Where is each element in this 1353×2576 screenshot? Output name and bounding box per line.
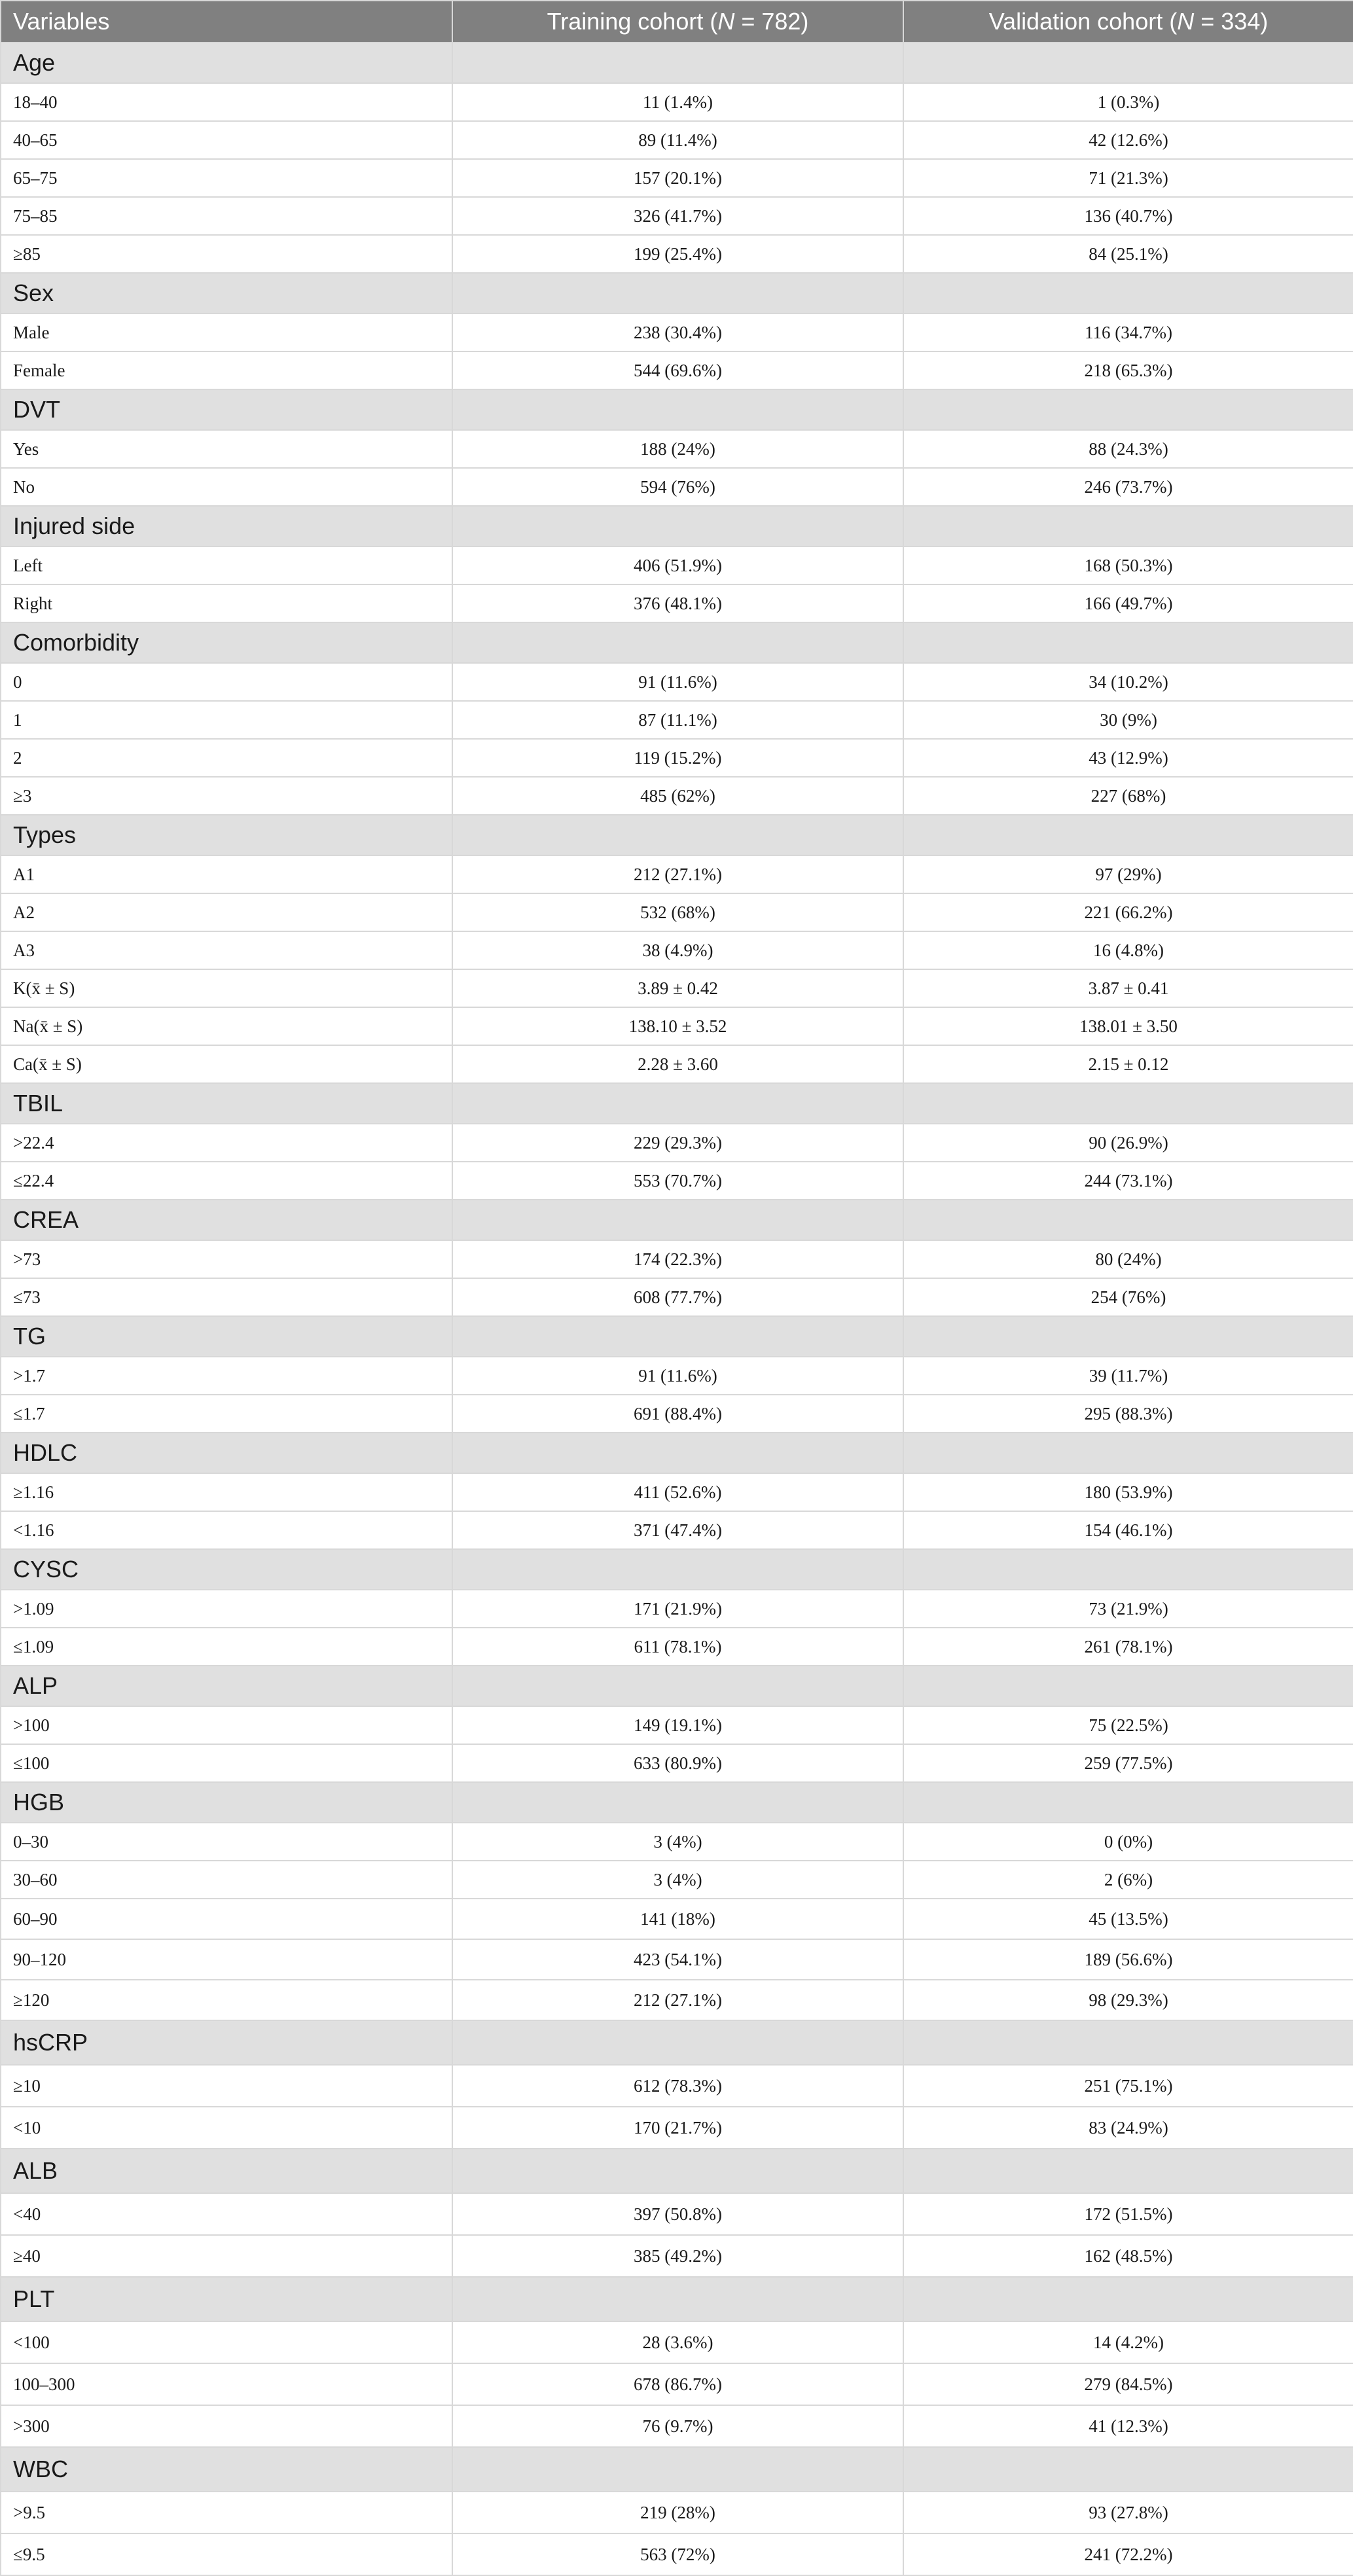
- section-label: hsCRP: [1, 2020, 452, 2065]
- variable-cell: ≤9.5: [1, 2533, 452, 2575]
- variable-cell: >73: [1, 1240, 452, 1278]
- validation-cell: 97 (29%): [903, 855, 1353, 893]
- section-row-cysc: [1, 1549, 1353, 1590]
- variable-cell: <100: [1, 2321, 452, 2363]
- validation-cell: 39 (11.7%): [903, 1357, 1353, 1395]
- table-row: [1, 893, 1353, 931]
- validation-cell: 154 (46.1%): [903, 1511, 1353, 1549]
- table-row: [1, 546, 1353, 584]
- training-cell: 423 (54.1%): [452, 1939, 903, 1980]
- training-cell: 532 (68%): [452, 893, 903, 931]
- variable-cell: ≤100: [1, 1744, 452, 1782]
- validation-cell: 42 (12.6%): [903, 121, 1353, 159]
- section-row-injured-side: [1, 506, 1353, 546]
- validation-cell: 241 (72.2%): [903, 2533, 1353, 2575]
- table-row: [1, 235, 1353, 273]
- variable-cell: >1.09: [1, 1590, 452, 1628]
- table-row: [1, 1590, 1353, 1628]
- validation-cell: 246 (73.7%): [903, 468, 1353, 506]
- validation-cell: 88 (24.3%): [903, 430, 1353, 468]
- variable-cell: No: [1, 468, 452, 506]
- validation-cell: 83 (24.9%): [903, 2107, 1353, 2149]
- training-cell: 3.89 ± 0.42: [452, 969, 903, 1007]
- table-row: [1, 1628, 1353, 1666]
- validation-cell: 93 (27.8%): [903, 2492, 1353, 2533]
- training-cell: 199 (25.4%): [452, 235, 903, 273]
- variable-cell: >300: [1, 2405, 452, 2447]
- validation-cell: 84 (25.1%): [903, 235, 1353, 273]
- training-cell: 170 (21.7%): [452, 2107, 903, 2149]
- variable-cell: ≤1.7: [1, 1395, 452, 1433]
- training-cell: 371 (47.4%): [452, 1511, 903, 1549]
- variable-cell: <1.16: [1, 1511, 452, 1549]
- validation-cell: 73 (21.9%): [903, 1590, 1353, 1628]
- training-cell: 141 (18%): [452, 1899, 903, 1939]
- variable-cell: <10: [1, 2107, 452, 2149]
- table-row: [1, 777, 1353, 815]
- training-cell: 174 (22.3%): [452, 1240, 903, 1278]
- header-row: [1, 1, 1353, 43]
- training-cell: 553 (70.7%): [452, 1162, 903, 1200]
- table-row: [1, 1124, 1353, 1162]
- section-label: PLT: [1, 2277, 452, 2321]
- training-cell: 633 (80.9%): [452, 1744, 903, 1782]
- header-validation-cohort: Validation cohort (N = 334): [903, 1, 1353, 43]
- variable-cell: 90–120: [1, 1939, 452, 1980]
- table-row: [1, 701, 1353, 739]
- variable-cell: >100: [1, 1706, 452, 1744]
- validation-cell: 227 (68%): [903, 777, 1353, 815]
- variable-cell: >9.5: [1, 2492, 452, 2533]
- training-cell: 411 (52.6%): [452, 1473, 903, 1511]
- section-label: Types: [1, 815, 452, 855]
- table-row: [1, 351, 1353, 389]
- table-row: [1, 855, 1353, 893]
- training-cell: 2.28 ± 3.60: [452, 1045, 903, 1083]
- section-row-hscrp: [1, 2020, 1353, 2065]
- variable-cell: A1: [1, 855, 452, 893]
- variable-cell: Na(x̄ ± S): [1, 1007, 452, 1045]
- validation-cell: 1 (0.3%): [903, 83, 1353, 121]
- section-row-comorbidity: [1, 622, 1353, 663]
- section-label: Sex: [1, 273, 452, 313]
- section-row-tg: [1, 1316, 1353, 1357]
- training-cell: 612 (78.3%): [452, 2065, 903, 2107]
- table-row: [1, 969, 1353, 1007]
- variable-cell: ≥1.16: [1, 1473, 452, 1511]
- validation-cell: 80 (24%): [903, 1240, 1353, 1278]
- validation-cell: 218 (65.3%): [903, 351, 1353, 389]
- variable-cell: Left: [1, 546, 452, 584]
- header-training-cohort: Training cohort (N = 782): [452, 1, 903, 43]
- validation-cell: 189 (56.6%): [903, 1939, 1353, 1980]
- variable-cell: ≤73: [1, 1278, 452, 1316]
- section-label: HDLC: [1, 1433, 452, 1473]
- section-label: WBC: [1, 2447, 452, 2492]
- table-row: [1, 2405, 1353, 2447]
- validation-cell: 98 (29.3%): [903, 1980, 1353, 2020]
- variable-cell: 75–85: [1, 197, 452, 235]
- section-row-hdlc: [1, 1433, 1353, 1473]
- section-row-alb: [1, 2149, 1353, 2193]
- validation-cell: 2.15 ± 0.12: [903, 1045, 1353, 1083]
- training-cell: 171 (21.9%): [452, 1590, 903, 1628]
- table-row: [1, 1744, 1353, 1782]
- variable-cell: A3: [1, 931, 452, 969]
- training-cell: 385 (49.2%): [452, 2235, 903, 2277]
- training-cell: 212 (27.1%): [452, 1980, 903, 2020]
- table-row: [1, 1395, 1353, 1433]
- section-label: Age: [1, 43, 452, 83]
- section-row-alp: [1, 1666, 1353, 1706]
- variable-cell: Yes: [1, 430, 452, 468]
- variable-cell: ≥10: [1, 2065, 452, 2107]
- variable-cell: 18–40: [1, 83, 452, 121]
- variable-cell: ≥120: [1, 1980, 452, 2020]
- table-row: [1, 1162, 1353, 1200]
- table-row: [1, 1980, 1353, 2020]
- training-cell: 3 (4%): [452, 1861, 903, 1899]
- table-row: [1, 931, 1353, 969]
- table-row: [1, 1278, 1353, 1316]
- section-row-age: [1, 43, 1353, 83]
- training-cell: 485 (62%): [452, 777, 903, 815]
- validation-cell: 43 (12.9%): [903, 739, 1353, 777]
- validation-cell: 14 (4.2%): [903, 2321, 1353, 2363]
- table-row: [1, 197, 1353, 235]
- section-row-sex: [1, 273, 1353, 313]
- table-row: [1, 739, 1353, 777]
- validation-cell: 261 (78.1%): [903, 1628, 1353, 1666]
- validation-cell: 116 (34.7%): [903, 313, 1353, 351]
- training-cell: 608 (77.7%): [452, 1278, 903, 1316]
- section-label: ALB: [1, 2149, 452, 2193]
- table-row: [1, 663, 1353, 701]
- variable-cell: ≥40: [1, 2235, 452, 2277]
- training-cell: 138.10 ± 3.52: [452, 1007, 903, 1045]
- validation-cell: 172 (51.5%): [903, 2193, 1353, 2235]
- training-cell: 157 (20.1%): [452, 159, 903, 197]
- table-row: [1, 121, 1353, 159]
- training-cell: 376 (48.1%): [452, 584, 903, 622]
- validation-cell: 259 (77.5%): [903, 1744, 1353, 1782]
- table-row: [1, 1823, 1353, 1861]
- table-row: [1, 2065, 1353, 2107]
- variable-cell: 65–75: [1, 159, 452, 197]
- validation-cell: 254 (76%): [903, 1278, 1353, 1316]
- table-row: [1, 468, 1353, 506]
- training-cell: 326 (41.7%): [452, 197, 903, 235]
- training-cell: 397 (50.8%): [452, 2193, 903, 2235]
- section-row-types: [1, 815, 1353, 855]
- variable-cell: K(x̄ ± S): [1, 969, 452, 1007]
- training-cell: 212 (27.1%): [452, 855, 903, 893]
- training-cell: 119 (15.2%): [452, 739, 903, 777]
- variable-cell: 0–30: [1, 1823, 452, 1861]
- section-label: Injured side: [1, 506, 452, 546]
- training-cell: 238 (30.4%): [452, 313, 903, 351]
- section-row-hgb: [1, 1782, 1353, 1823]
- validation-cell: 34 (10.2%): [903, 663, 1353, 701]
- table-row: [1, 83, 1353, 121]
- variable-cell: 1: [1, 701, 452, 739]
- training-cell: 611 (78.1%): [452, 1628, 903, 1666]
- section-label: TG: [1, 1316, 452, 1357]
- training-cell: 87 (11.1%): [452, 701, 903, 739]
- validation-cell: 162 (48.5%): [903, 2235, 1353, 2277]
- training-cell: 188 (24%): [452, 430, 903, 468]
- training-cell: 594 (76%): [452, 468, 903, 506]
- table-row: [1, 1511, 1353, 1549]
- table-row: [1, 1473, 1353, 1511]
- table-row: [1, 1706, 1353, 1744]
- variable-cell: ≤1.09: [1, 1628, 452, 1666]
- training-cell: 691 (88.4%): [452, 1395, 903, 1433]
- table-row: [1, 1357, 1353, 1395]
- section-label: ALP: [1, 1666, 452, 1706]
- variable-cell: 40–65: [1, 121, 452, 159]
- validation-cell: 180 (53.9%): [903, 1473, 1353, 1511]
- section-row-tbil: [1, 1083, 1353, 1124]
- validation-cell: 90 (26.9%): [903, 1124, 1353, 1162]
- training-cell: 219 (28%): [452, 2492, 903, 2533]
- variable-cell: Ca(x̄ ± S): [1, 1045, 452, 1083]
- section-row-dvt: [1, 389, 1353, 430]
- table-row: [1, 2363, 1353, 2405]
- table-row: [1, 159, 1353, 197]
- section-label: CYSC: [1, 1549, 452, 1590]
- training-cell: 563 (72%): [452, 2533, 903, 2575]
- validation-cell: 221 (66.2%): [903, 893, 1353, 931]
- training-cell: 229 (29.3%): [452, 1124, 903, 1162]
- variable-cell: <40: [1, 2193, 452, 2235]
- table-row: [1, 2533, 1353, 2575]
- variable-cell: ≥85: [1, 235, 452, 273]
- table-row: [1, 1045, 1353, 1083]
- table-row: [1, 1007, 1353, 1045]
- header-variables: Variables: [1, 1, 452, 43]
- variable-cell: ≥3: [1, 777, 452, 815]
- table-row: [1, 1861, 1353, 1899]
- validation-cell: 41 (12.3%): [903, 2405, 1353, 2447]
- training-cell: 406 (51.9%): [452, 546, 903, 584]
- validation-cell: 251 (75.1%): [903, 2065, 1353, 2107]
- variable-cell: Male: [1, 313, 452, 351]
- validation-cell: 71 (21.3%): [903, 159, 1353, 197]
- table-row: [1, 1939, 1353, 1980]
- table-row: [1, 313, 1353, 351]
- validation-cell: 166 (49.7%): [903, 584, 1353, 622]
- training-cell: 149 (19.1%): [452, 1706, 903, 1744]
- training-cell: 91 (11.6%): [452, 1357, 903, 1395]
- validation-cell: 279 (84.5%): [903, 2363, 1353, 2405]
- variable-cell: >1.7: [1, 1357, 452, 1395]
- validation-cell: 30 (9%): [903, 701, 1353, 739]
- validation-cell: 16 (4.8%): [903, 931, 1353, 969]
- section-row-plt: [1, 2277, 1353, 2321]
- table-row: [1, 584, 1353, 622]
- validation-cell: 75 (22.5%): [903, 1706, 1353, 1744]
- section-label: Comorbidity: [1, 622, 452, 663]
- table-row: [1, 2235, 1353, 2277]
- section-label: HGB: [1, 1782, 452, 1823]
- table-row: [1, 430, 1353, 468]
- table-row: [1, 1240, 1353, 1278]
- variable-cell: 60–90: [1, 1899, 452, 1939]
- section-row-wbc: [1, 2447, 1353, 2492]
- variable-cell: A2: [1, 893, 452, 931]
- validation-cell: 0 (0%): [903, 1823, 1353, 1861]
- section-label: DVT: [1, 389, 452, 430]
- training-cell: 3 (4%): [452, 1823, 903, 1861]
- section-row-crea: [1, 1200, 1353, 1240]
- variable-cell: Female: [1, 351, 452, 389]
- training-cell: 544 (69.6%): [452, 351, 903, 389]
- validation-cell: 168 (50.3%): [903, 546, 1353, 584]
- validation-cell: 138.01 ± 3.50: [903, 1007, 1353, 1045]
- variable-cell: 2: [1, 739, 452, 777]
- training-cell: 38 (4.9%): [452, 931, 903, 969]
- validation-cell: 136 (40.7%): [903, 197, 1353, 235]
- table-row: [1, 2107, 1353, 2149]
- validation-cell: 3.87 ± 0.41: [903, 969, 1353, 1007]
- variable-cell: Right: [1, 584, 452, 622]
- training-cell: 89 (11.4%): [452, 121, 903, 159]
- table-row: [1, 2321, 1353, 2363]
- training-cell: 11 (1.4%): [452, 83, 903, 121]
- section-label: TBIL: [1, 1083, 452, 1124]
- variable-cell: >22.4: [1, 1124, 452, 1162]
- table-row: [1, 2193, 1353, 2235]
- table-row: [1, 2492, 1353, 2533]
- validation-cell: 244 (73.1%): [903, 1162, 1353, 1200]
- variable-cell: ≤22.4: [1, 1162, 452, 1200]
- validation-cell: 2 (6%): [903, 1861, 1353, 1899]
- variable-cell: 30–60: [1, 1861, 452, 1899]
- training-cell: 678 (86.7%): [452, 2363, 903, 2405]
- validation-cell: 295 (88.3%): [903, 1395, 1353, 1433]
- variable-cell: 0: [1, 663, 452, 701]
- section-label: CREA: [1, 1200, 452, 1240]
- validation-cell: 45 (13.5%): [903, 1899, 1353, 1939]
- training-cell: 91 (11.6%): [452, 663, 903, 701]
- training-cell: 28 (3.6%): [452, 2321, 903, 2363]
- variable-cell: 100–300: [1, 2363, 452, 2405]
- table-row: [1, 1899, 1353, 1939]
- training-cell: 76 (9.7%): [452, 2405, 903, 2447]
